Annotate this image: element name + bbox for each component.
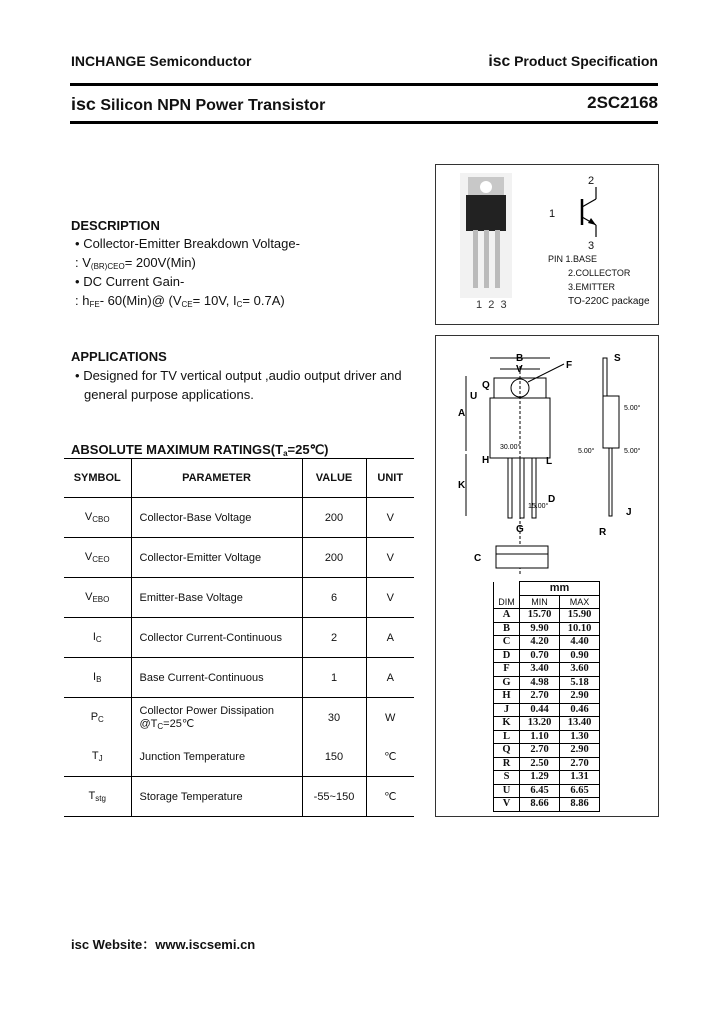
- company-name: INCHANGE Semiconductor: [71, 53, 252, 69]
- value-cell: -55~150: [302, 777, 366, 817]
- parameter-cell: Collector-Emitter Voltage: [131, 538, 302, 578]
- symbol-cell: $P_C$: [90, 711, 104, 724]
- svg-text:S: S: [614, 353, 621, 364]
- table-row: [64, 777, 414, 817]
- dim-row: U 6.45 6.65: [494, 784, 600, 798]
- part-number: 2SC2168: [587, 93, 658, 112]
- dim-row: K 13.20 13.40: [494, 717, 600, 731]
- value-cell: 200: [302, 538, 366, 578]
- dim-row: L 1.10 1.30: [494, 730, 600, 744]
- symbol-cell: $T_{stg}$: [64, 777, 131, 817]
- dim-row: C 4.20 4.40: [494, 636, 600, 650]
- dim-row: Q 2.70 2.90: [494, 744, 600, 758]
- svg-text:V: V: [516, 364, 523, 375]
- pin-number-labels: 1 2 3: [476, 299, 507, 311]
- dim-row: F 3.40 3.60: [494, 663, 600, 677]
- isc-logo-text: isc: [488, 53, 511, 70]
- parameter-cell: Storage Temperature: [131, 777, 302, 817]
- symbol-cell: $I_C$: [64, 618, 131, 658]
- parameter-cell: Collector Power Dissipation $@T_C=25℃$: [131, 698, 302, 738]
- dim-row: G 4.98 5.18: [494, 676, 600, 690]
- spec-label: isc Product Specification: [488, 53, 658, 70]
- pin-list-item: 3.EMITTER: [568, 282, 616, 292]
- description-title: DESCRIPTION: [71, 218, 160, 233]
- header-divider: [70, 83, 658, 86]
- symbol-cell: $V_{CEO}$: [64, 538, 131, 578]
- unit-cell: ℃: [366, 737, 414, 777]
- pin-list: PIN 1.BASE: [548, 254, 598, 264]
- dim-row: J 0.44 0.46: [494, 703, 600, 717]
- parameter-cell: Base Current-Continuous: [131, 658, 302, 698]
- dim-row: R 2.50 2.70: [494, 757, 600, 771]
- applications-item-cont: general purpose applications.: [84, 387, 254, 402]
- outline-drawing-box: [435, 335, 659, 817]
- svg-text:B: B: [516, 353, 524, 364]
- col-value: VALUE: [302, 459, 366, 498]
- col-symbol: SYMBOL: [64, 459, 131, 498]
- svg-text:Q: Q: [482, 380, 490, 391]
- unit-cell: V: [366, 578, 414, 618]
- dimension-table: mm DIM MIN MAX A 15.70 15.90 B 9.90 10.10 C 4.20 4.40 D 0.70 0.90 F 3.40 3.60 G 4.98 5.18 H 2.70 2.90 J 0.44 0.46 K 13.20 13.40 L 1.10 1.30 Q 2.70 2.90 R 2.50 2.70 S 1.29 1.31 U 6.45 6.65 V 8.66 8.86: [493, 581, 600, 812]
- website-link[interactable]: www.iscsemi.cn: [155, 937, 256, 952]
- parameter-cell: Collector Current-Continuous: [131, 618, 302, 658]
- table-row: [64, 498, 414, 538]
- svg-text:J: J: [626, 507, 632, 518]
- table-row: [64, 578, 414, 618]
- unit-cell: ℃: [366, 777, 414, 817]
- dim-row: B 9.90 10.10: [494, 622, 600, 636]
- svg-text:C: C: [474, 553, 482, 564]
- dim-row: V 8.66 8.86: [494, 798, 600, 812]
- col-parameter: PARAMETER: [131, 459, 302, 498]
- emitter-pin-label: 3: [588, 240, 595, 252]
- svg-text:D: D: [548, 494, 556, 505]
- value-cell: 30: [302, 698, 366, 738]
- svg-text:5.00°: 5.00°: [624, 448, 641, 455]
- dim-row: A 15.70 15.90: [494, 609, 600, 623]
- pin-list-item: 2.COLLECTOR: [568, 268, 631, 278]
- description-item: • DC Current Gain-: [75, 274, 185, 289]
- unit-cell: A: [366, 618, 414, 658]
- svg-text:5.00°: 5.00°: [578, 448, 595, 455]
- title-divider: [70, 121, 658, 124]
- parameter-cell: Emitter-Base Voltage: [131, 578, 302, 618]
- table-row: [64, 698, 414, 738]
- svg-text:U: U: [470, 391, 478, 402]
- unit-cell: A: [366, 658, 414, 698]
- svg-text:5.00°: 5.00°: [624, 405, 641, 412]
- ratings-title: ABSOLUTE MAXIMUM $RATINGS(T_a=25℃)$: [71, 442, 329, 458]
- svg-text:F: F: [566, 360, 573, 371]
- ratings-table: [64, 458, 414, 817]
- svg-text:30.00°: 30.00°: [500, 444, 521, 451]
- applications-item: • Designed for TV vertical output ,audio output driver and: [75, 368, 402, 383]
- symbol-cell: $V_{CBO}$: [64, 498, 131, 538]
- col-unit: UNIT: [366, 459, 414, 498]
- svg-text:H: H: [482, 455, 490, 466]
- pinout-box: [435, 164, 659, 325]
- unit-cell: W: [366, 698, 414, 738]
- npn-symbol-icon: [576, 185, 616, 240]
- svg-text:15.00°: 15.00°: [528, 503, 549, 510]
- symbol-cell: $T_J$: [64, 737, 131, 777]
- table-row: [64, 538, 414, 578]
- description-item: : $h_{FE}-$ 60(Min)@ ($V_{CE}= 10V$, $I_C= 0.7A$): [75, 293, 285, 309]
- dim-row: S 1.29 1.31: [494, 771, 600, 785]
- svg-text:G: G: [516, 524, 524, 535]
- description-item: • Collector-Emitter Breakdown Voltage-: [75, 236, 300, 251]
- value-cell: 150: [302, 737, 366, 777]
- symbol-cell: $V_{EBO}$: [64, 578, 131, 618]
- collector-pin-label: 2: [588, 175, 595, 187]
- table-row: [64, 737, 414, 777]
- value-cell: 200: [302, 498, 366, 538]
- dim-row: D 0.70 0.90: [494, 649, 600, 663]
- value-cell: 1: [302, 658, 366, 698]
- applications-title: APPLICATIONS: [71, 349, 167, 364]
- transistor-photo: [460, 173, 512, 298]
- symbol-cell: $I_B$: [64, 658, 131, 698]
- description-item: : $V_{(BR)CEO}= 200V(Min)$: [75, 255, 196, 271]
- svg-text:R: R: [599, 527, 607, 538]
- footer-website: isc Website：www.iscsemi.cn: [71, 937, 256, 952]
- base-pin-label: 1: [549, 208, 556, 220]
- svg-text:A: A: [458, 408, 466, 419]
- unit-cell: V: [366, 498, 414, 538]
- table-row: [64, 618, 414, 658]
- package-label: TO-220C package: [568, 296, 650, 307]
- unit-header: mm: [520, 582, 600, 596]
- parameter-cell: Junction Temperature: [131, 737, 302, 777]
- value-cell: 2: [302, 618, 366, 658]
- package-outline-drawing: [436, 336, 658, 586]
- parameter-cell: Collector-Base Voltage: [131, 498, 302, 538]
- unit-cell: V: [366, 538, 414, 578]
- svg-text:L: L: [546, 456, 553, 467]
- page-title: isc Silicon NPN Power Transistor: [71, 94, 326, 114]
- dim-row: H 2.70 2.90: [494, 690, 600, 704]
- table-row: [64, 658, 414, 698]
- value-cell: 6: [302, 578, 366, 618]
- svg-text:K: K: [458, 480, 466, 491]
- table-header-row: [64, 459, 414, 498]
